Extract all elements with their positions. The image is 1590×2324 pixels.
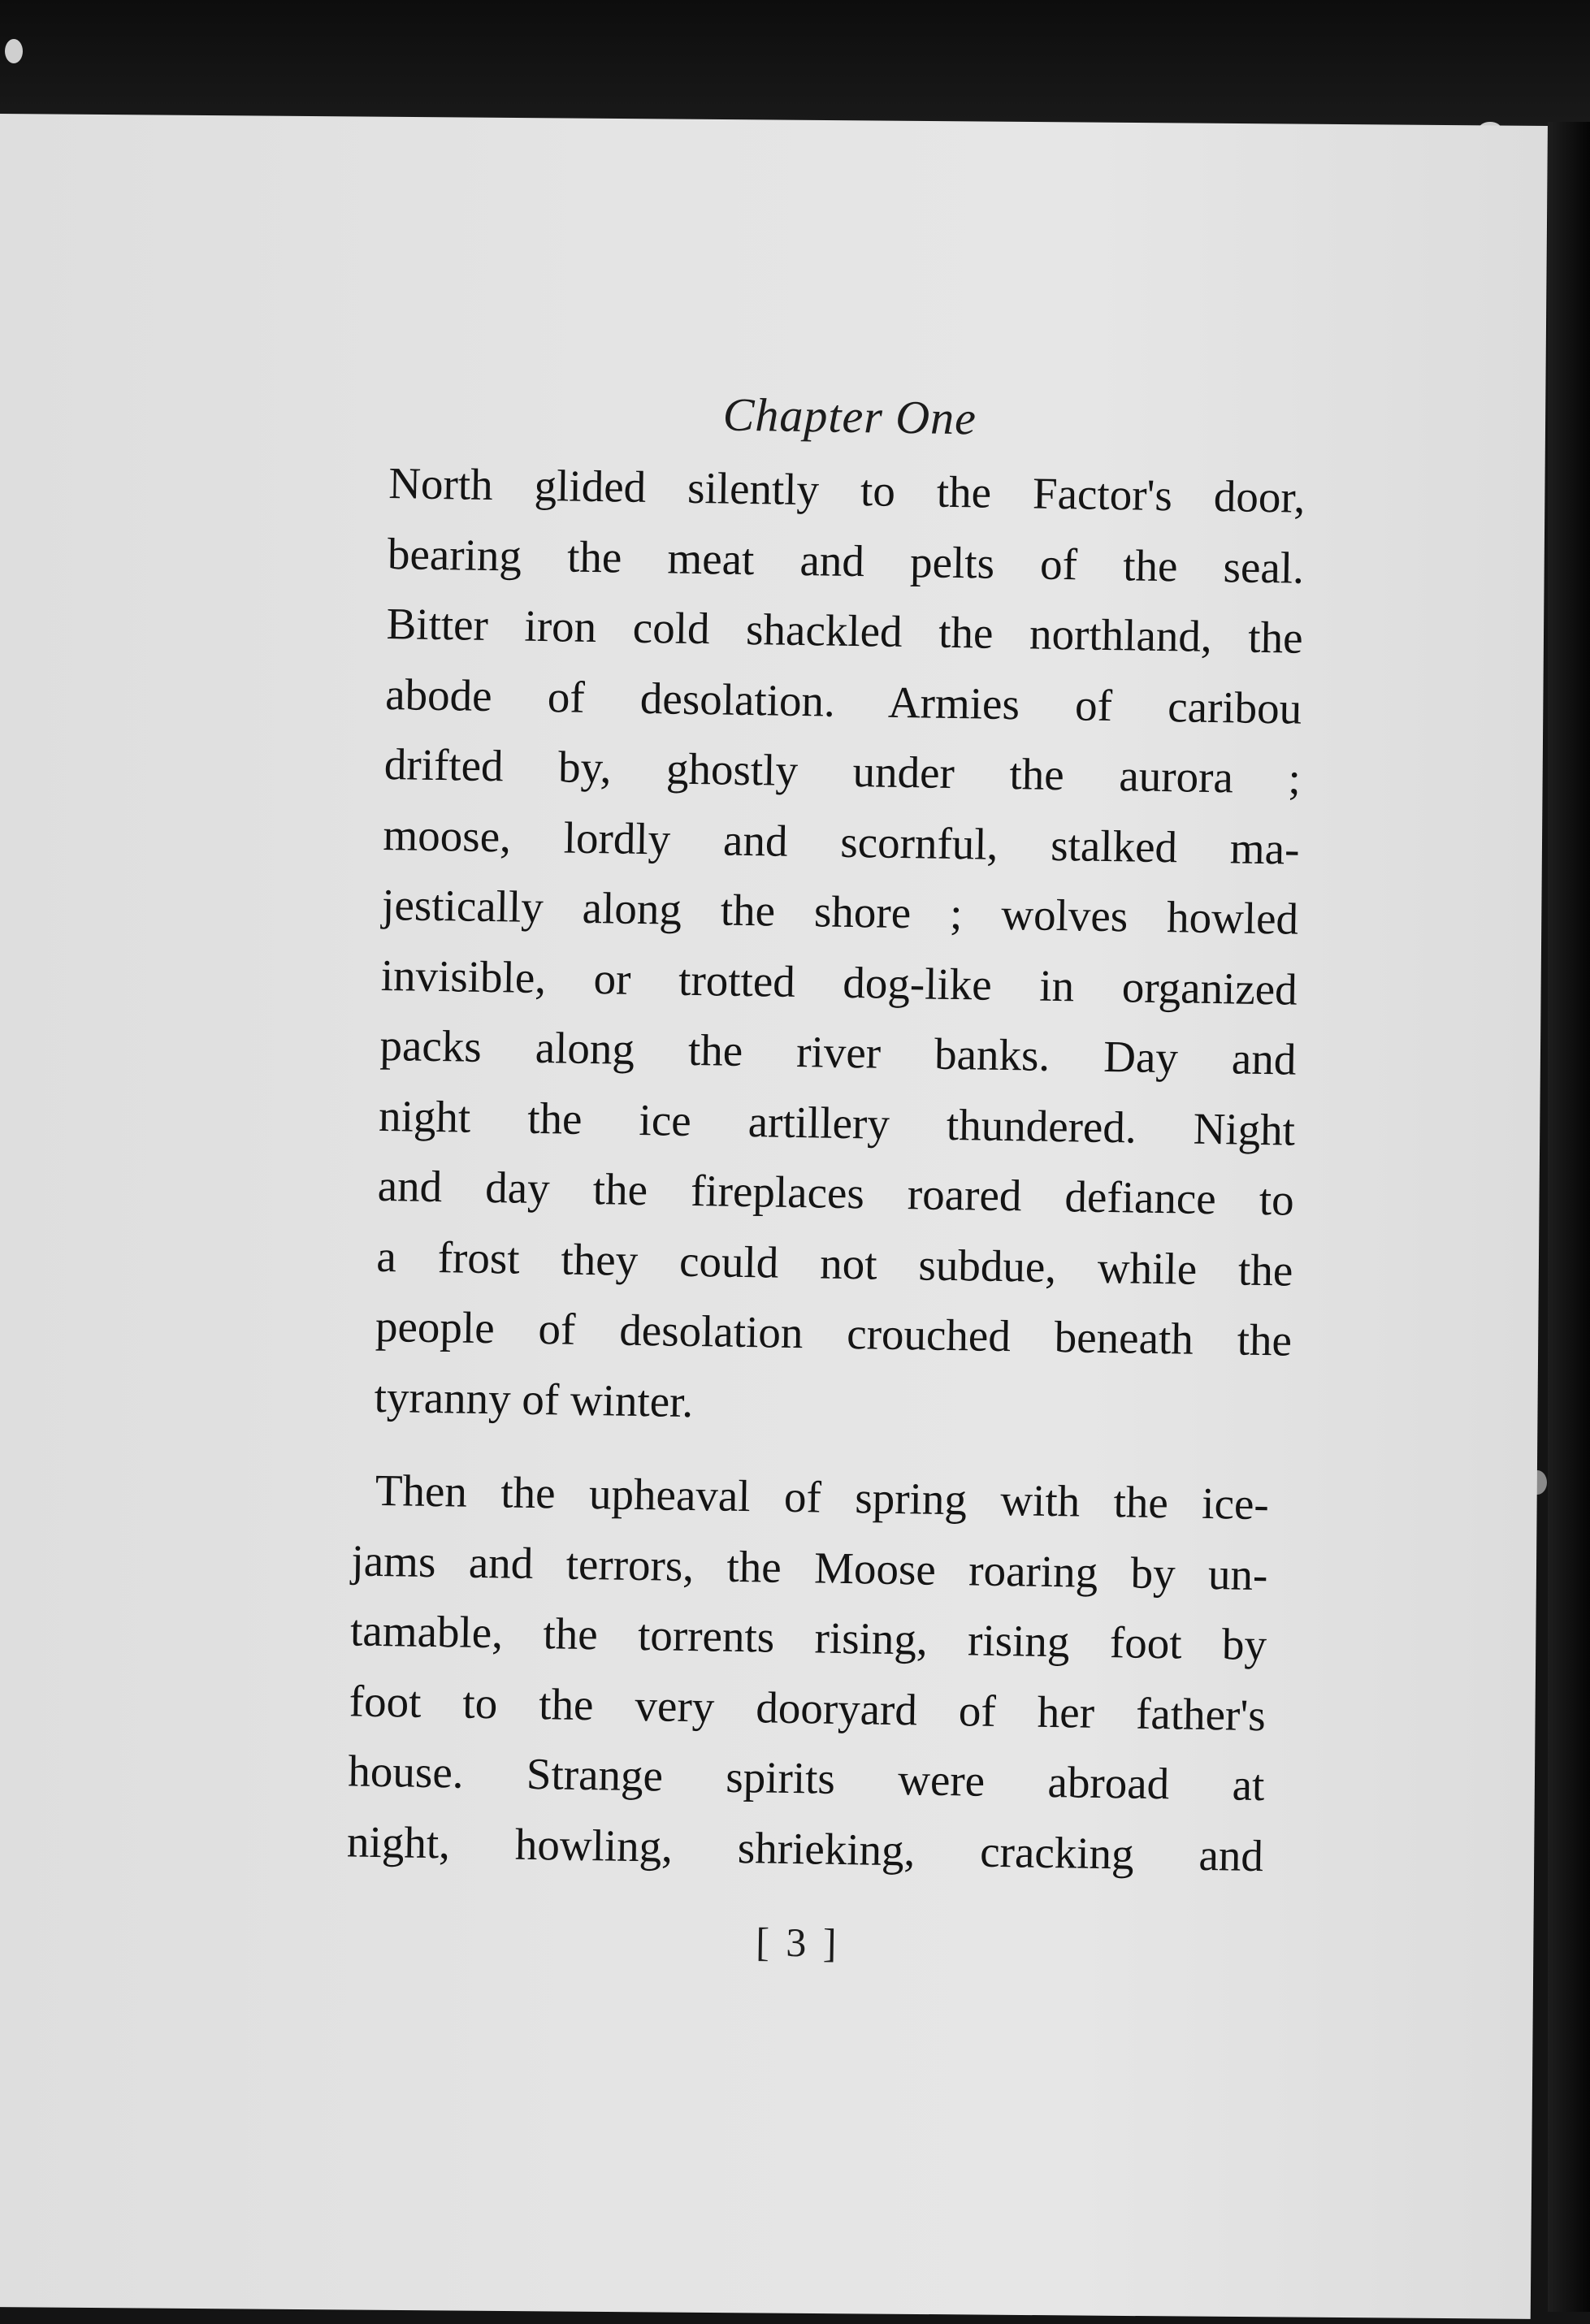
text-line: foot to the very dooryard of her father's [349, 1675, 1267, 1740]
text-line: packs along the river banks. Day and [379, 1019, 1297, 1084]
text-line: Then the upheaval of spring with the ice- [375, 1465, 1270, 1530]
text-line: jestically along the shore ; wolves howled [381, 879, 1299, 944]
text-line: jams and terrors, the Moose roaring by un- [351, 1534, 1268, 1599]
text-line: abode of desolation. Armies of caribou [384, 669, 1302, 734]
text-line: a frost they could not subdue, while the [375, 1231, 1293, 1296]
paragraph [346, 1455, 1269, 1891]
text-line: Bitter iron cold shackled the northland, the [386, 598, 1303, 663]
paragraph [374, 448, 1306, 1447]
text-line: night the ice artillery thundered. Night [378, 1090, 1296, 1155]
text-line: tyranny of winter. [374, 1371, 694, 1426]
text-line: invisible, or trotted dog-like in organized [380, 950, 1298, 1015]
text-line: North glided silently to the Factor's door, [388, 458, 1306, 522]
text-line: people of desolation crouched beneath the [375, 1300, 1293, 1365]
page-number: [ 3 ] [755, 1919, 840, 1966]
text-line: and day the fireplaces roared defiance to [377, 1160, 1295, 1225]
text-line: house. Strange spirits were abroad at [347, 1746, 1265, 1811]
text-line: tamable, the torrents rising, rising foot by [349, 1605, 1267, 1670]
text-line: moose, lordly and scornful, stalked ma- [383, 809, 1300, 874]
text-line: night, howling, shrieking, cracking and [346, 1815, 1264, 1880]
chapter-title: Chapter One [722, 387, 977, 445]
text-line: bearing the meat and pelts of the seal. [387, 528, 1305, 593]
text-line: drifted by, ghostly under the aurora ; [383, 738, 1302, 803]
